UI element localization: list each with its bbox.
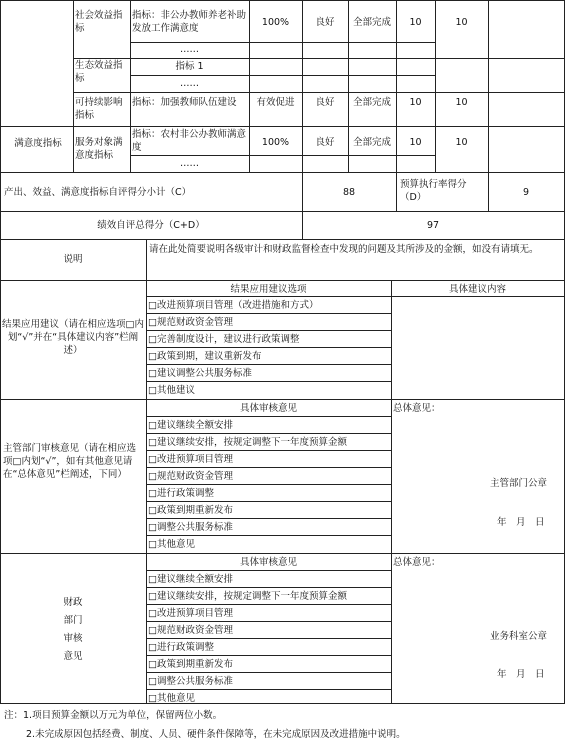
finance-overall-label: 总体意见：	[393, 557, 441, 568]
result-option[interactable]: □规范财政资金管理	[148, 317, 233, 328]
footnote-2: 2.未完成原因包括经费、制度、人员、硬件条件保障等，在未完成原因及改进措施中说明。	[26, 729, 406, 740]
eco-indicator: 指标 1	[175, 61, 204, 72]
dept-option[interactable]: □改进预算项目管理	[148, 454, 233, 465]
rule	[146, 501, 391, 502]
rule	[146, 655, 391, 656]
placeholder-dots: ……	[180, 44, 199, 55]
sustainable-impact-title: 可持续影响指标	[75, 97, 123, 121]
result-option[interactable]: □建议调整公共服务标准	[148, 368, 252, 379]
rule	[146, 621, 391, 622]
rule	[146, 672, 391, 673]
rule	[391, 280, 392, 703]
placeholder-dots: ……	[180, 78, 199, 89]
satisfaction-indicator: 指标：农村非公办教师满意度	[132, 129, 247, 153]
social-grade: 良好	[315, 17, 335, 28]
sustainable-value: 有效促进	[256, 97, 295, 108]
subtotal-value: 88	[342, 187, 356, 198]
rule	[0, 0, 565, 1]
result-options-header: 结果应用建议选项	[230, 284, 307, 295]
rule	[396, 172, 397, 211]
dept-option[interactable]: □进行政策调整	[148, 488, 214, 499]
satisfaction-grade: 良好	[315, 137, 335, 148]
subtotal-label: 产出、效益、满意度指标自评得分小计（C）	[4, 187, 192, 198]
rule	[0, 239, 565, 240]
dept-date: 年 月 日	[497, 517, 545, 528]
social-benefit-title: 社会效益指标	[75, 10, 123, 34]
finance-option[interactable]: □其他意见	[148, 693, 195, 704]
rule	[146, 484, 391, 485]
budget-rate-label: 预算执行率得分（D）	[400, 179, 467, 203]
rule	[146, 416, 391, 417]
rule	[0, 399, 565, 400]
footnote-1: 注：1.项目预算金额以万元为单位，保留两位小数。	[4, 710, 223, 721]
rule	[73, 0, 74, 172]
rule	[488, 0, 489, 172]
rule	[146, 535, 391, 536]
total-score-value: 97	[426, 220, 440, 231]
rule	[0, 553, 565, 554]
satisfaction-category: 满意度指标	[14, 138, 62, 149]
rule	[146, 587, 391, 588]
satisfaction-weight: 100%	[261, 137, 290, 148]
rule	[0, 172, 565, 173]
rule	[564, 0, 565, 704]
finance-option[interactable]: □建议继续安排，按规定调整下一年度预算金额	[148, 591, 347, 602]
finance-label-line: 意见	[63, 651, 83, 662]
sustainable-status: 全部完成	[352, 97, 391, 108]
result-option[interactable]: □政策到期，建议重新发布	[148, 351, 262, 362]
finance-option[interactable]: □进行政策调整	[148, 642, 214, 653]
rule	[146, 433, 391, 434]
finance-options-header: 具体审核意见	[239, 557, 297, 568]
rule	[146, 313, 391, 314]
note-label: 说明	[63, 254, 83, 265]
eco-benefit-title: 生态效益指标	[75, 60, 123, 84]
budget-rate-value: 9	[522, 187, 530, 198]
dept-option[interactable]: □建议继续安排，按规定调整下一年度预算金额	[148, 437, 347, 448]
result-option[interactable]: □其他建议	[148, 385, 195, 396]
satisfaction-title: 服务对象满意度指标	[75, 137, 123, 161]
rule	[0, 280, 565, 281]
sustainable-score-a: 10	[409, 97, 422, 108]
finance-label-line: 部门	[63, 615, 83, 626]
result-option[interactable]: □改进预算项目管理（改进措施和方式）	[148, 300, 319, 311]
rule	[146, 467, 391, 468]
satisfaction-score-a: 10	[409, 137, 422, 148]
satisfaction-score-b: 10	[455, 137, 468, 148]
rule	[73, 58, 565, 59]
rule	[146, 239, 147, 280]
rule	[146, 570, 391, 571]
dept-options-header: 具体审核意见	[239, 403, 297, 414]
social-weight: 100%	[261, 17, 290, 28]
dept-option[interactable]: □调整公共服务标准	[148, 522, 233, 533]
note-text: 请在此处简要说明各级审计和财政监督检查中发现的问题及其所涉及的金额，如没有请填无。	[149, 244, 539, 255]
social-score-a: 10	[409, 17, 422, 28]
social-score-b: 10	[455, 17, 468, 28]
rule	[146, 518, 391, 519]
dept-option[interactable]: □政策到期重新发布	[148, 505, 233, 516]
dept-option[interactable]: □建议继续全额安排	[148, 420, 233, 431]
rule	[146, 381, 391, 382]
rule	[73, 92, 565, 93]
sustainable-indicator: 指标：加强教师队伍建设	[132, 97, 237, 108]
social-status: 全部完成	[352, 17, 391, 28]
finance-option[interactable]: □改进预算项目管理	[148, 608, 233, 619]
rule	[146, 330, 391, 331]
finance-seal: 业务科室公章	[490, 631, 548, 642]
result-content-header: 具体建议内容	[448, 284, 506, 295]
rule	[130, 75, 435, 76]
placeholder-dots: ……	[180, 158, 199, 169]
rule	[0, 703, 565, 704]
rule	[146, 689, 391, 690]
rule	[146, 364, 391, 365]
dept-option[interactable]: □规范财政资金管理	[148, 471, 233, 482]
result-application-label: 结果应用建议（请在相应选项□内划“√”并在“具体建议内容”栏阐述）	[2, 319, 144, 356]
sustainable-score-b: 10	[455, 97, 468, 108]
finance-label-line: 财政	[63, 597, 83, 608]
sustainable-grade: 良好	[315, 97, 335, 108]
finance-option[interactable]: □规范财政资金管理	[148, 625, 233, 636]
satisfaction-status: 全部完成	[352, 137, 391, 148]
social-indicator: 指标：非公办教师养老补助发放工作满意度	[132, 10, 247, 34]
rule	[130, 155, 435, 156]
finance-date: 年 月 日	[497, 669, 545, 680]
rule	[146, 296, 565, 297]
rule	[146, 604, 391, 605]
dept-option[interactable]: □其他意见	[148, 539, 195, 550]
finance-option[interactable]: □调整公共服务标准	[148, 676, 233, 687]
rule	[146, 280, 147, 703]
finance-option[interactable]: □建议继续全额安排	[148, 574, 233, 585]
rule	[146, 450, 391, 451]
rule	[0, 211, 565, 212]
dept-overall-label: 总体意见：	[393, 403, 441, 414]
finance-label-line: 审核	[63, 633, 83, 644]
rule	[73, 126, 565, 127]
dept-seal: 主管部门公章	[490, 478, 548, 489]
dept-review-label: 主管部门审核意见（请在相应选项□内划“√”，如有其他意见请在“总体意见”栏阐述，下同）	[3, 443, 137, 480]
total-score-label: 绩效自评总得分（C+D）	[97, 220, 205, 231]
rule	[0, 126, 73, 127]
finance-option[interactable]: □政策到期重新发布	[148, 659, 233, 670]
result-option[interactable]: □完善制度设计，建议进行政策调整	[148, 334, 300, 345]
rule	[146, 347, 391, 348]
rule	[146, 638, 391, 639]
